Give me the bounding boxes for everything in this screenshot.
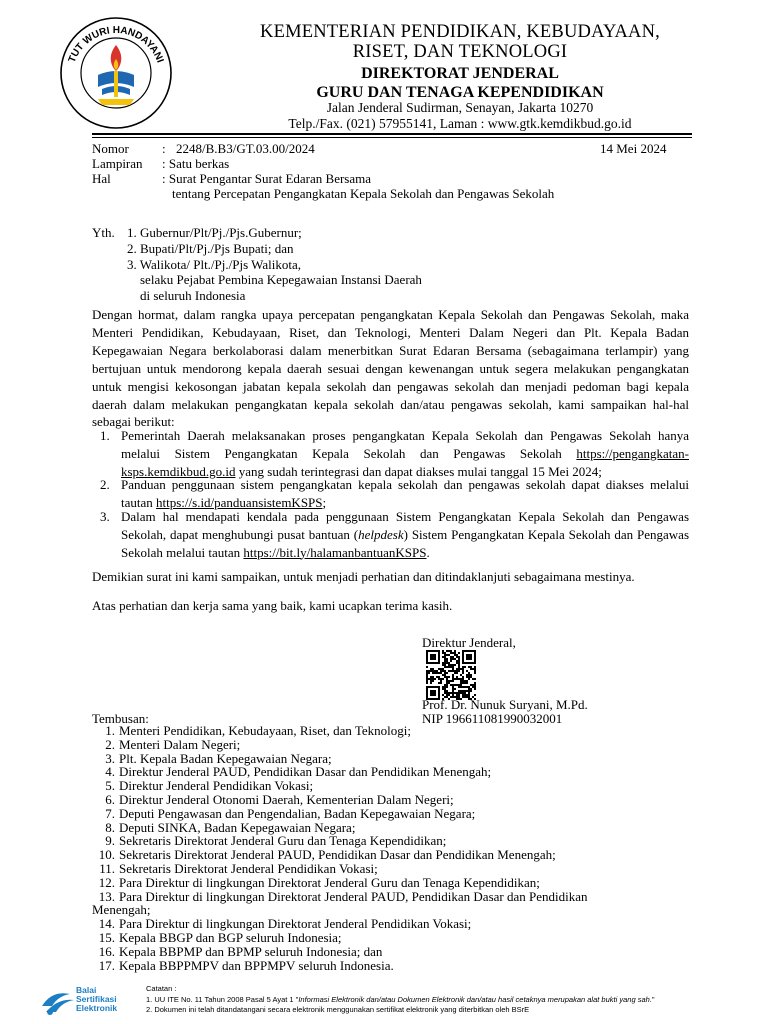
tembusan-item-text: Kepala BBPPMPV dan BPPMPV seluruh Indonesia. xyxy=(119,957,394,973)
tembusan-item xyxy=(92,931,342,945)
bsre-logo-icon xyxy=(40,988,76,1018)
tembusan-item xyxy=(92,903,150,917)
tembusan-item-number: 17. xyxy=(98,957,115,973)
signatory-title: Direktur Jenderal, xyxy=(422,635,516,650)
lampiran-value: : Satu berkas xyxy=(162,156,230,171)
tembusan-item-text: Kepala BBGP dan BGP seluruh Indonesia; xyxy=(119,930,342,945)
bsre-line1: Balai xyxy=(76,985,97,995)
point-2-text: Panduan penggunaan sistem pengangkatan kepala sekolah dan pengawas sekolah dapat diakses melalui tautan xyxy=(121,477,689,510)
point-3-text2: ) Sistem Pengangkatan Kepala Sekolah dan Pengawas Sekolah melalui tautan xyxy=(121,526,689,560)
halaman-bantuan-link[interactable]: https://bit.ly/halamanbantuanKSPS xyxy=(243,544,427,560)
signatory-name: Prof. Dr. Nunuk Suryani, M.Pd. xyxy=(422,697,588,712)
nomor-colon: : xyxy=(162,141,166,156)
tembusan-item xyxy=(92,738,240,752)
recipient-3-line3: di seluruh Indonesia xyxy=(140,288,246,303)
hal-label: Hal xyxy=(92,171,111,186)
tembusan-item xyxy=(92,765,491,779)
tembusan-item-text: Para Direktur di lingkungan Direktorat Jenderal PAUD, Pendidikan Dasar dan Pendidikan xyxy=(119,888,588,904)
ministry-name-line2: RISET, DAN TEKNOLOGI xyxy=(352,42,568,62)
panduan-sistem-link[interactable]: https://s.id/panduansistemKSPS xyxy=(156,494,323,510)
hal-value-line2: tentang Percepatan Pengangkatan Kepala Sekolah dan Pengawas Sekolah xyxy=(172,186,555,201)
tembusan-item-number: 2. xyxy=(105,736,115,752)
tembusan-item-text: Sekretaris Direktorat Jenderal Pendidikan Vokasi; xyxy=(119,861,378,876)
signatory-nip: NIP 196611081990032001 xyxy=(422,711,563,726)
logo-motto: TUT WURI HANDAYANI xyxy=(66,24,166,65)
footer-note-1: 1. UU ITE No. 11 Tahun 2008 Pasal 5 Ayat 1 "Informasi Elektronik dan/atau Dokumen Elektronik dan/atau hasil cetaknya merupakan alat bukti yang sah." xyxy=(146,995,655,1004)
pengangkatan-ksps-link[interactable]: https://pengangkatan-ksps.kemdikbud.go.id xyxy=(121,445,689,479)
bsre-line2: Sertifikasi xyxy=(76,994,117,1004)
tembusan-item xyxy=(92,821,355,835)
catatan-label: Catatan : xyxy=(146,984,177,993)
tembusan-item xyxy=(92,807,475,821)
tembusan-item-number: 13. xyxy=(98,888,115,904)
point-3-text: Dalam hal mendapati kendala pada penggunaan Sistem Pengangkatan Kepala Sekolah dan Pengawas Sekolah, dapat menghubungi pusat bantuan ( xyxy=(121,509,689,542)
point-2-tail: ; xyxy=(322,494,327,510)
tembusan-item-text: Deputi SINKA, Badan Kepegawaian Negara; xyxy=(119,819,356,835)
point-3-tail: . xyxy=(426,544,430,560)
tembusan-item-number: 12. xyxy=(98,874,115,890)
point-3-number: 3. xyxy=(100,509,110,524)
tembusan-item xyxy=(92,876,540,890)
point-1 xyxy=(92,427,689,480)
point-3-helpdesk: helpdesk xyxy=(358,526,404,542)
tembusan-item xyxy=(92,834,446,848)
point-3 xyxy=(92,508,689,561)
point-1-tail: yang sudah terintegrasi dan dapat diakses mulai tanggal 15 Mei 2024; xyxy=(235,463,602,479)
tembusan-item-number: 8. xyxy=(105,819,115,835)
header-contact: Telp./Fax. (021) 57955141, Laman : www.gtk.kemdikbud.go.id xyxy=(288,116,632,131)
tembusan-item xyxy=(92,793,454,807)
point-2 xyxy=(92,476,689,512)
tembusan-item xyxy=(92,724,411,738)
tembusan-item-text: Plt. Kepala Badan Kepegawaian Negara; xyxy=(119,750,332,766)
point-1-number: 1. xyxy=(100,428,110,443)
point-2-number: 2. xyxy=(100,477,110,492)
bsre-line3: Elektronik xyxy=(76,1003,118,1013)
tembusan-item-text: Para Direktur di lingkungan Direktorat Jenderal Pendidikan Vokasi; xyxy=(119,916,472,932)
directorate-line2: GURU DAN TENAGA KEPENDIDIKAN xyxy=(316,84,604,101)
letter-date: 14 Mei 2024 xyxy=(600,141,667,156)
tembusan-item-number: 6. xyxy=(105,792,115,807)
tembusan-item-text: Sekretaris Direktorat Jenderal PAUD, Pendidikan Dasar dan Pendidikan Menengah; xyxy=(119,847,556,863)
tembusan-item-text: Para Direktur di lingkungan Direktorat Jenderal Guru dan Tenaga Kependidikan; xyxy=(119,874,540,890)
directorate-line1: DIREKTORAT JENDERAL xyxy=(361,65,559,82)
tembusan-item xyxy=(92,890,588,904)
nomor-value: 2248/B.B3/GT.03.00/2024 xyxy=(176,141,315,156)
intro-paragraph: Dengan hormat, dalam rangka upaya percepatan pengangkatan Kepala Sekolah dan Pengawas Sekolah, maka Menteri Pendidikan, Kebudayaan, Riset, dan Teknologi, Menteri Dalam Negeri dan Plt. Kepala Badan Kepegawaian Negara berkolaborasi dalam menerbitkan Surat Edaran Bersama (sebagaimana terlampir) yang bertujuan untuk mendorong kepala daerah sesuai dengan kewenangan untuk segera melakukan pengangkatan untuk mengisi kekosongan jabatan kepala sekolah dan pengawas sekolah dan menjadi pedoman bagi kepala daerah dalam melakukan pengangkatan kepala sekolah dan/atau pengawas sekolah, kami sampaikan hal-hal sebagai berikut: xyxy=(92,307,689,430)
tembusan-item-text: Direktur Jenderal PAUD, Pendidikan Dasar dan Pendidikan Menengah; xyxy=(119,764,492,780)
tembusan-item-text: Kepala BBPMP dan BPMP seluruh Indonesia; dan xyxy=(119,943,383,959)
tembusan-item-text: Menengah; xyxy=(92,902,151,918)
yth-label: Yth. xyxy=(92,225,115,240)
header-address: Jalan Jenderal Sudirman, Senayan, Jakarta 10270 xyxy=(326,100,594,115)
hal-value-line1: : Surat Pengantar Surat Edaran Bersama xyxy=(162,171,372,186)
footer-note-2: 2. Dokumen ini telah ditandatangani secara elektronik menggunakan sertifikat elektronik yang diterbitkan oleh BSrE xyxy=(146,1005,530,1014)
tembusan-item-text: Direktur Jenderal Otonomi Daerah, Kementerian Dalam Negeri; xyxy=(119,792,454,807)
letterhead-divider xyxy=(92,133,692,138)
tembusan-item-number: 11. xyxy=(99,861,115,876)
tembusan-item xyxy=(92,779,313,793)
tembusan-item-number: 9. xyxy=(105,833,115,849)
tembusan-item-text: Direktur Jenderal Pendidikan Vokasi; xyxy=(119,778,314,794)
closing-line-2: Atas perhatian dan kerja sama yang baik, kami ucapkan terima kasih. xyxy=(92,598,453,613)
point-1-text: Pemerintah Daerah melaksanakan proses pengangkatan Kepala Sekolah dan Pengawas Sekolah hanya melalui Sistem Pengangkatan Kepala Sekolah dan Pengawas Sekolah xyxy=(121,428,689,461)
tembusan-item-number: 16. xyxy=(98,943,115,959)
tembusan-item xyxy=(92,752,332,766)
recipient-1: 1. Gubernur/Plt/Pj./Pjs.Gubernur; xyxy=(127,225,302,240)
tembusan-label: Tembusan: xyxy=(92,711,149,726)
closing-line-1: Demikian surat ini kami sampaikan, untuk menjadi perhatian dan ditindaklanjuti sebagaimana mestinya. xyxy=(92,569,635,584)
tembusan-item-text: Sekretaris Direktorat Jenderal Guru dan Tenaga Kependidikan; xyxy=(119,833,447,849)
qr-code-icon xyxy=(426,650,476,700)
lampiran-label: Lampiran xyxy=(92,156,143,171)
tembusan-item-number: 4. xyxy=(105,764,115,780)
tembusan-item-number: 5. xyxy=(105,778,115,794)
tembusan-item-number: 14. xyxy=(98,916,115,932)
tembusan-item-number: 3. xyxy=(105,750,115,766)
tembusan-item xyxy=(92,848,556,862)
tembusan-item-text: Menteri Pendidikan, Kebudayaan, Riset, dan Teknologi; xyxy=(119,723,412,738)
nomor-label: Nomor xyxy=(92,141,129,156)
tembusan-item-text: Deputi Pengawasan dan Pengendalian, Badan Kepegawaian Negara; xyxy=(119,805,476,821)
tembusan-item-number: 15. xyxy=(98,930,115,945)
tembusan-item-text: Menteri Dalam Negeri; xyxy=(119,736,241,752)
tembusan-item xyxy=(92,862,378,876)
recipient-3-line2: selaku Pejabat Pembina Kepegawaian Instansi Daerah xyxy=(140,272,422,287)
ministry-name-line1: KEMENTERIAN PENDIDIKAN, KEBUDAYAAN, xyxy=(260,22,660,42)
tembusan-item xyxy=(92,945,382,959)
tembusan-item-number: 7. xyxy=(105,805,115,821)
tembusan-item-number: 1. xyxy=(105,723,115,738)
tembusan-item xyxy=(92,917,471,931)
bsre-logo xyxy=(40,986,140,1022)
tembusan-item xyxy=(92,959,394,973)
recipient-2: 2. Bupati/Plt/Pj./Pjs Bupati; dan xyxy=(127,241,294,256)
recipient-3: 3. Walikota/ Plt./Pj./Pjs Walikota, xyxy=(127,257,302,272)
tembusan-item-number: 10. xyxy=(98,847,115,863)
